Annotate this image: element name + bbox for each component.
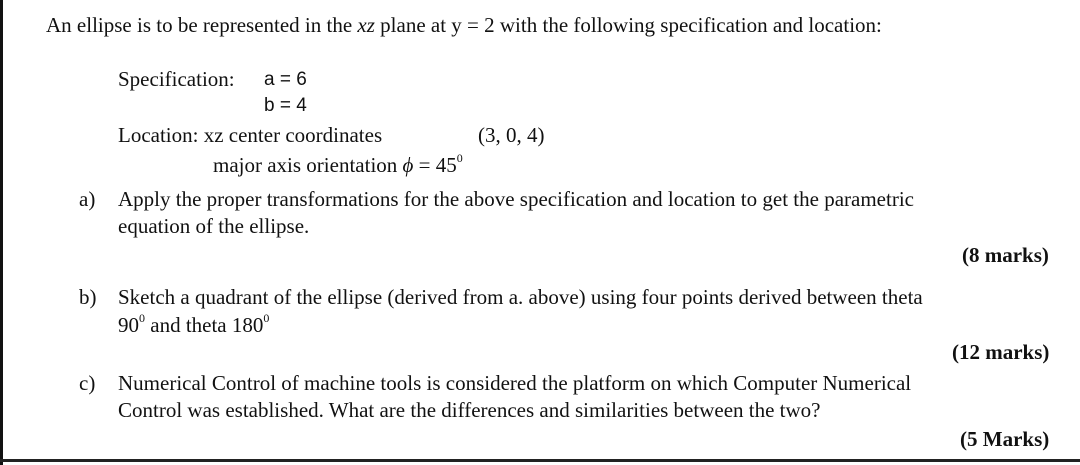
- question-a-marks: (8 marks): [962, 243, 1049, 267]
- left-border: [0, 0, 3, 465]
- question-c-line2: Control was established. What are the differences and similarities between the two?: [118, 398, 821, 422]
- question-b-line1: Sketch a quadrant of the ellipse (derived from a. above) using four points derived between theta: [118, 285, 923, 309]
- intro-text: An ellipse is to be represented in the xz plane at y = 2 with the following specification and location:: [46, 13, 882, 37]
- spec-label: Specification:: [118, 67, 235, 91]
- question-a-line1: Apply the proper transformations for the above specification and location to get the parametric: [118, 187, 914, 211]
- question-b-letter: b): [79, 285, 97, 309]
- spec-b: b = 4: [264, 95, 307, 116]
- location-label: Location: xz center coordinates: [118, 123, 383, 147]
- question-c-letter: c): [79, 371, 96, 395]
- spec-a: a = 6: [264, 69, 307, 90]
- question-b-marks: (12 marks): [952, 340, 1050, 364]
- question-c-marks: (5 Marks): [960, 427, 1050, 451]
- question-b-line2: $90^0$ and theta $180^0$: [118, 311, 270, 337]
- bottom-border: [0, 459, 1080, 462]
- question-a-letter: a): [79, 187, 96, 211]
- center-coordinates: (3, 0, 4): [478, 123, 545, 147]
- orientation-line: major axis orientation $\phi = 45^0$: [213, 151, 463, 177]
- question-a-line2: equation of the ellipse.: [118, 214, 310, 238]
- question-c-line1: Numerical Control of machine tools is considered the platform on which Computer Numerical: [118, 371, 912, 395]
